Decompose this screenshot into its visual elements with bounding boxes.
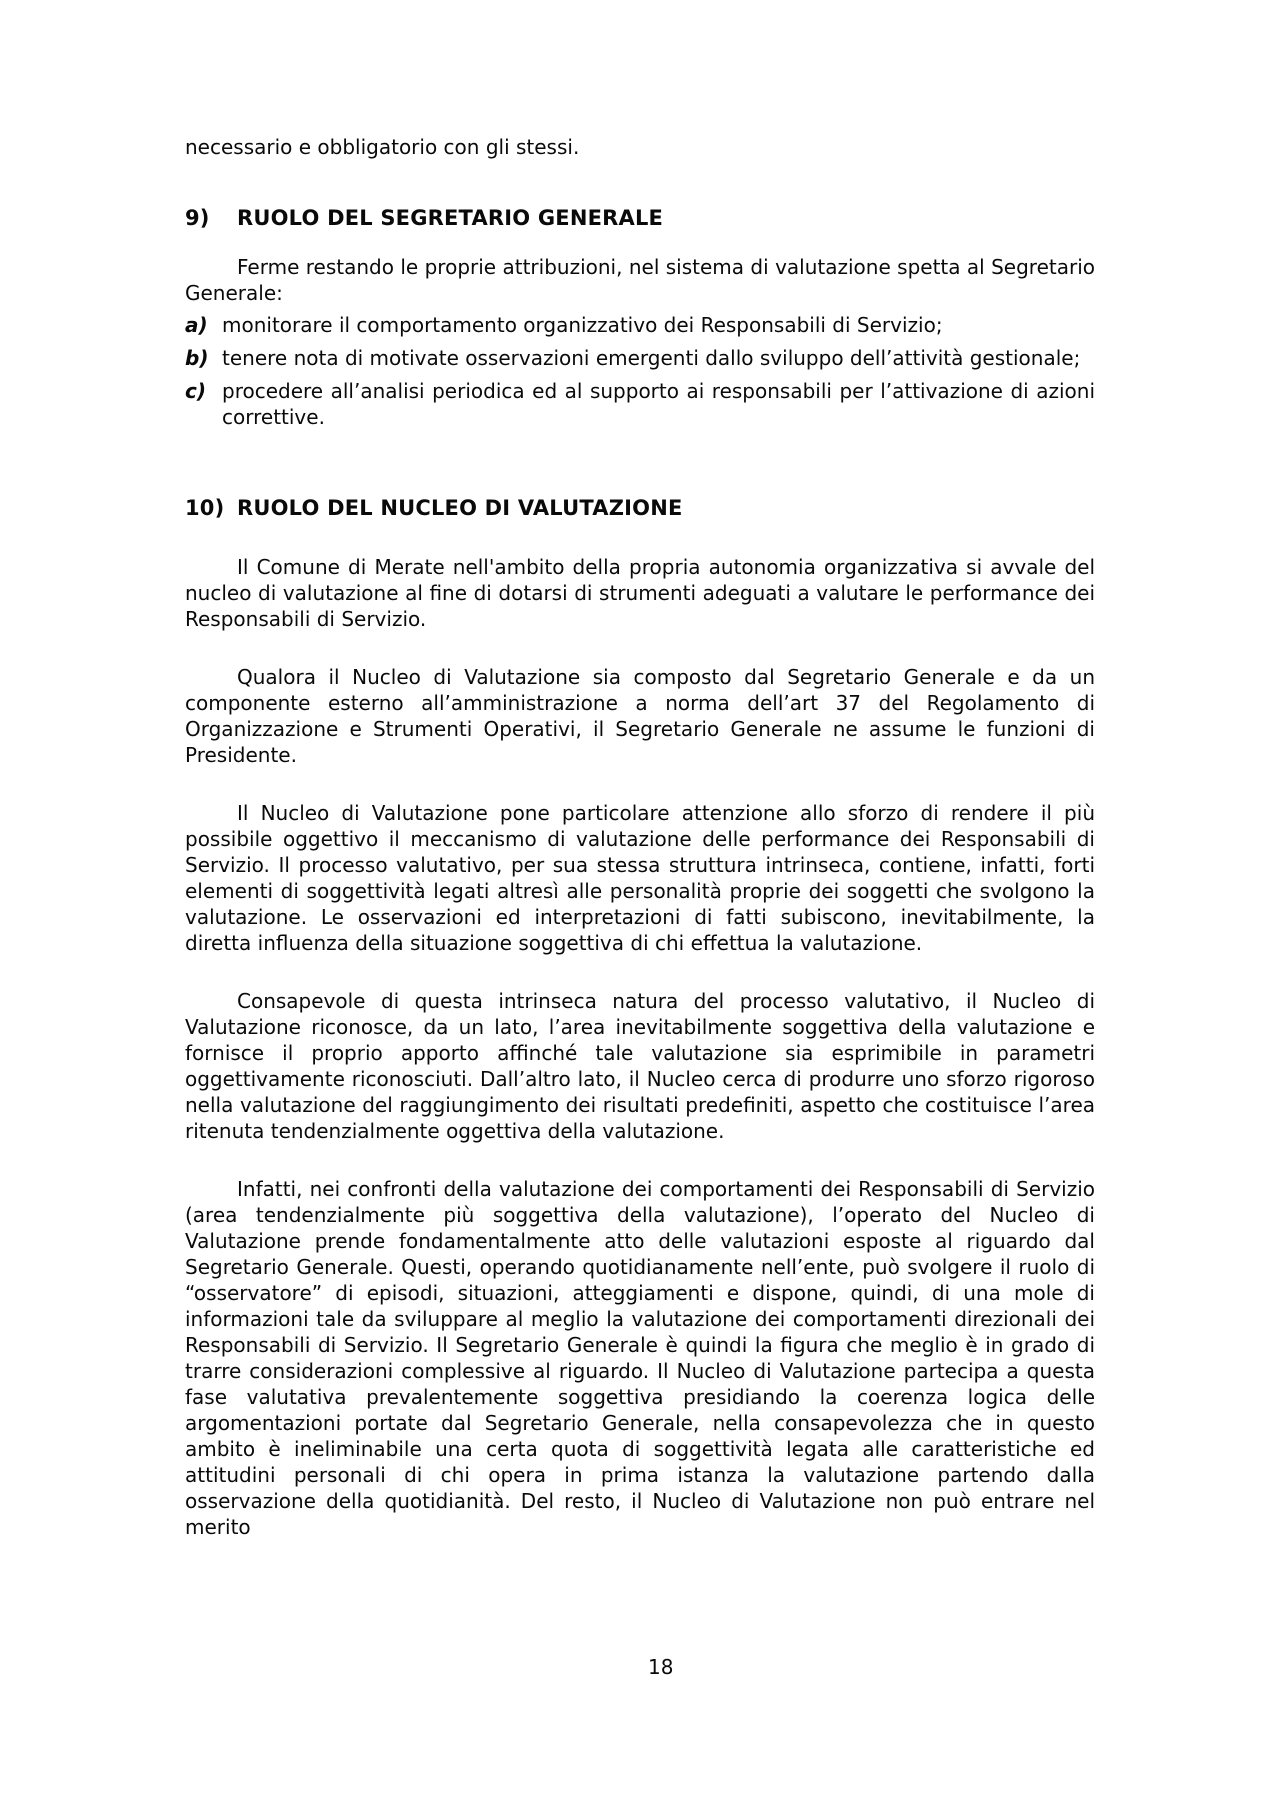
section-9-list bbox=[185, 312, 1095, 430]
section-10-title: RUOLO DEL NUCLEO DI VALUTAZIONE bbox=[237, 496, 683, 520]
section-10-paragraph: Qualora il Nucleo di Valutazione sia composto dal Segretario Generale e da un componente esterno all’amministrazione a norma dell’art 37 del Regolamento di Organizzazione e Strumenti Operativi, il Segretario Generale ne assume le funzioni di Presidente. bbox=[185, 665, 1095, 767]
section-10-number: 10) bbox=[185, 496, 225, 520]
section-9-heading bbox=[185, 204, 1095, 232]
section-10-heading bbox=[185, 494, 1095, 522]
document-body bbox=[185, 134, 1095, 1540]
section-9-title: RUOLO DEL SEGRETARIO GENERALE bbox=[237, 206, 664, 230]
section-9-number: 9) bbox=[185, 206, 210, 230]
section-9-intro-paragraph: Ferme restando le proprie attribuzioni, nel sistema di valutazione spetta al Segretario Generale: bbox=[185, 255, 1095, 305]
list-item bbox=[185, 312, 1095, 338]
section-10-paragraph: Il Comune di Merate nell'ambito della propria autonomia organizzativa si avvale del nucleo di valutazione al fine di dotarsi di strumenti adeguati a valutare le performance dei Responsabili di Servizio. bbox=[185, 555, 1095, 631]
list-item-text: procedere all’analisi periodica ed al supporto ai responsabili per l’attivazione di azioni correttive. bbox=[222, 379, 1095, 429]
page-number: 18 bbox=[648, 1655, 674, 1679]
list-item-marker: b) bbox=[185, 346, 209, 370]
section-10-paragraph: Infatti, nei confronti della valutazione dei comportamenti dei Responsabili di Servizio (area tendenzialmente più soggettiva della valutazione), l’operato del Nucleo di Valutazione prende fondamentalmente atto delle valutazioni esposte al riguardo dal Segretario Generale. Questi, operando quotidianamente nell’ente, può svolgere il ruolo di “osservatore” di episodi, situazioni, atteggiamenti e dispone, quindi, di una mole di informazioni tale da sviluppare al meglio la valutazione dei comportamenti direzionali dei Responsabili di Servizio. Il Segretario Generale è quindi la figura che meglio è in grado di trarre considerazioni complessive al riguardo. Il Nucleo di Valutazione partecipa a questa fase valutativa prevalentemente soggettiva presidiando la coerenza logica delle argomentazioni portate dal Segretario Generale, nella consapevolezza che in questo ambito è ineliminabile una certa quota di soggettività legata alle caratteristiche ed attitudini personali di chi opera in prima istanza la valutazione partendo dalla osservazione della quotidianità. Del resto, il Nucleo di Valutazione non può entrare nel merito bbox=[185, 1177, 1095, 1539]
list-item-text: monitorare il comportamento organizzativo dei Responsabili di Servizio; bbox=[222, 313, 943, 337]
list-item-marker: a) bbox=[185, 313, 208, 337]
list-item-text: tenere nota di motivate osservazioni emergenti dallo sviluppo dell’attività gestionale; bbox=[222, 346, 1081, 370]
list-item-marker: c) bbox=[185, 379, 206, 403]
section-10-paragraph: Consapevole di questa intrinseca natura del processo valutativo, il Nucleo di Valutazione riconosce, da un lato, l’area inevitabilmente soggettiva della valutazione e fornisce il proprio apporto affinché tale valutazione sia esprimibile in parametri oggettivamente riconosciuti. Dall’altro lato, il Nucleo cerca di produrre uno sforzo rigoroso nella valutazione del raggiungimento dei risultati predefiniti, aspetto che costituisce l’area ritenuta tendenzialmente oggettiva della valutazione. bbox=[185, 989, 1095, 1143]
list-item bbox=[185, 378, 1095, 430]
section-10-paragraph: Il Nucleo di Valutazione pone particolare attenzione allo sforzo di rendere il più possibile oggettivo il meccanismo di valutazione delle performance dei Responsabili di Servizio. Il processo valutativo, per sua stessa struttura intrinseca, contiene, infatti, forti elementi di soggettività legati altresì alle personalità proprie dei soggetti che svolgono la valutazione. Le osservazioni ed interpretazioni di fatti subiscono, inevitabilmente, la diretta influenza della situazione soggettiva di chi effettua la valutazione. bbox=[185, 801, 1095, 955]
list-item bbox=[185, 345, 1095, 371]
continuation-paragraph: necessario e obbligatorio con gli stessi. bbox=[185, 135, 580, 159]
